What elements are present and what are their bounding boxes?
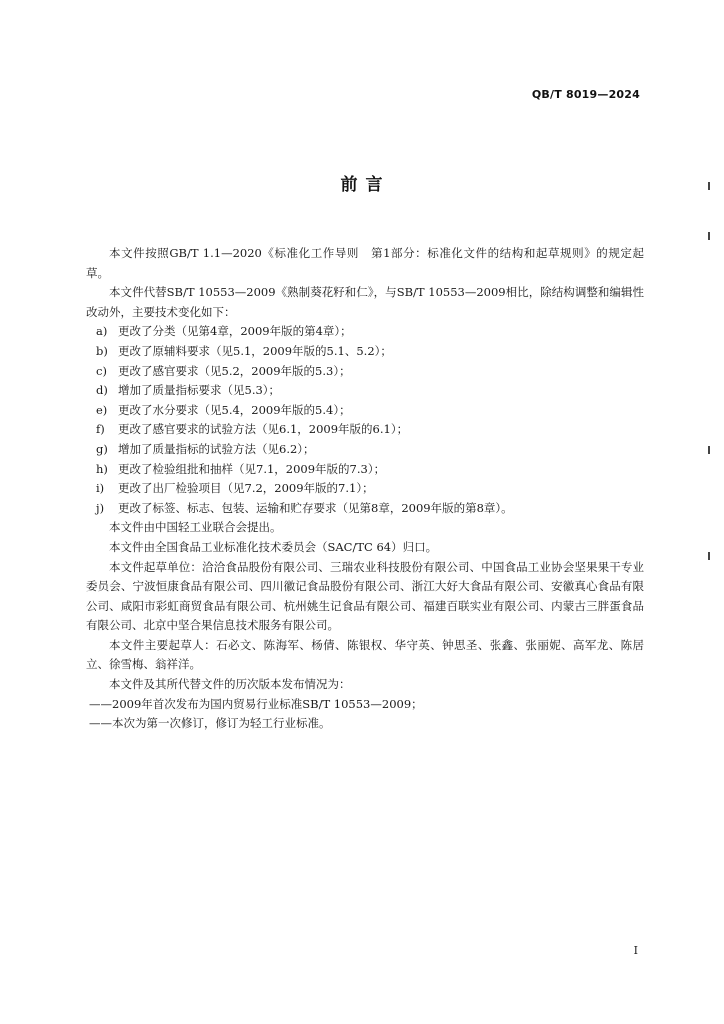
list-marker: j)	[96, 500, 105, 515]
page-title: 前 言	[340, 175, 384, 195]
changes-list	[86, 322, 644, 518]
list-item	[86, 499, 644, 519]
page-number: I	[633, 944, 638, 957]
list-text: 更改了检验组批和抽样（见7.1，2009年版的7.3）；	[118, 461, 386, 476]
list-marker: b)	[96, 343, 108, 358]
list-item	[86, 342, 644, 362]
intro-paragraph: 本文件按照GB/T 1.1—2020《标准化工作导则 第1部分：标准化文件的结构和起草规则》的规定起草。	[86, 246, 644, 280]
document-body	[86, 244, 644, 734]
list-marker: i)	[96, 481, 105, 496]
list-marker: a)	[96, 324, 108, 339]
list-text: 增加了质量指标的试验方法（见6.2）；	[118, 441, 315, 456]
intro-paragraph: 本文件代替SB/T 10553—2009《熟制葵花籽和仁》，与SB/T 10553—2009相比，除结构调整和编辑性改动外，主要技术变化如下：	[86, 285, 644, 319]
list-marker: g)	[96, 441, 108, 456]
list-item	[86, 381, 644, 401]
scan-edge-mark	[708, 232, 710, 240]
list-text: 更改了分类（见第4章，2009年版的第4章）；	[118, 324, 352, 339]
list-text: 更改了原辅料要求（见5.1，2009年版的5.1、5.2）；	[118, 343, 392, 358]
list-item	[86, 401, 644, 421]
list-marker: e)	[96, 402, 108, 417]
list-text: 更改了感官要求的试验方法（见6.1，2009年版的6.1）；	[118, 422, 409, 437]
list-marker: d)	[96, 383, 108, 398]
list-item	[86, 440, 644, 460]
standard-code: QB/T 8019—2024	[531, 88, 640, 101]
drafters-paragraph: 本文件主要起草人：石必文、陈海军、杨倩、陈银权、华守英、钟思圣、张鑫、张丽妮、高军龙、陈居立、徐雪梅、翁祥洋。	[86, 637, 644, 672]
proposer-paragraph: 本文件由中国轻工业联合会提出。	[109, 520, 282, 535]
list-text: 更改了感官要求（见5.2，2009年版的5.3）；	[118, 363, 351, 378]
list-text: 更改了出厂检验项目（见7.2，2009年版的7.1）；	[118, 481, 374, 496]
list-item	[86, 460, 644, 480]
list-text: 更改了水分要求（见5.4，2009年版的5.4）；	[118, 402, 351, 417]
history-item: ——本次为第一次修订，修订为轻工行业标准。	[89, 716, 331, 731]
list-marker: h)	[96, 461, 108, 476]
scan-edge-mark	[708, 182, 710, 190]
list-marker: f)	[96, 422, 105, 437]
scan-edge-mark	[708, 446, 710, 454]
list-item	[86, 420, 644, 440]
committee-paragraph: 本文件由全国食品工业标准化技术委员会（SAC/TC 64）归口。	[109, 539, 438, 554]
history-intro-paragraph: 本文件及其所代替文件的历次版本发布情况为：	[109, 677, 351, 692]
scan-edge-mark	[708, 552, 710, 560]
list-marker: c)	[96, 363, 107, 378]
list-item	[86, 362, 644, 382]
list-item	[86, 479, 644, 499]
list-item	[86, 322, 644, 342]
list-text: 增加了质量指标要求（见5.3）；	[118, 383, 281, 398]
list-text: 更改了标签、标志、包装、运输和贮存要求（见第8章，2009年版的第8章）。	[118, 500, 513, 515]
history-item: ——2009年首次发布为国内贸易行业标准SB/T 10553—2009；	[89, 696, 423, 711]
drafting-units-paragraph: 本文件起草单位：洽洽食品股份有限公司、三瑞农业科技股份有限公司、中国食品工业协会坚果果干专业委员会、宁波恒康食品有限公司、四川徽记食品股份有限公司、浙江大好大食品有限公司、安徽真心食品有限公司、咸阳市彩虹商贸食品有限公司、杭州姚生记食品有限公司、福建百联实业有限公司、内蒙古三胖蛋食品有限公司、北京中坚合果信息技术服务有限公司。	[86, 559, 644, 633]
